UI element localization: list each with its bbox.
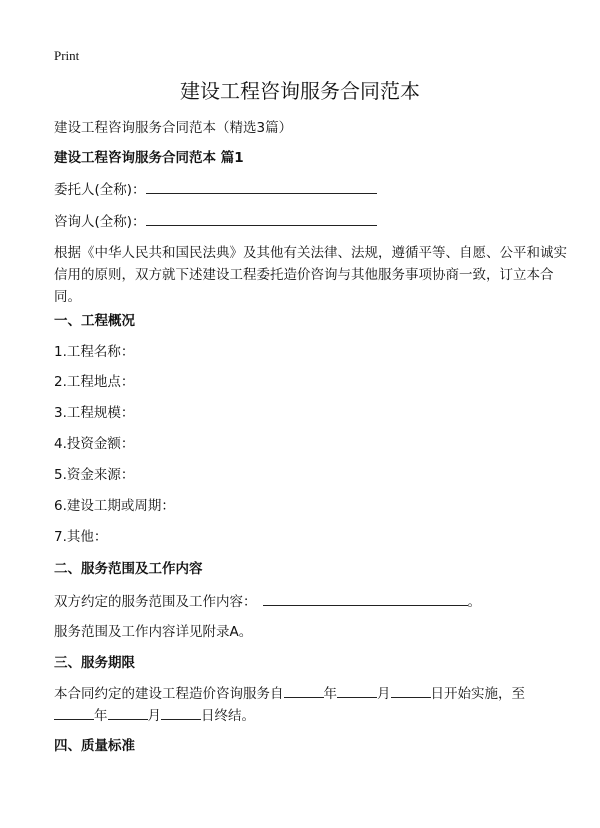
heading-quality: 四、质量标准 [54, 738, 135, 754]
consultant-blank [146, 210, 377, 226]
scope-label: 双方约定的服务范围及工作内容： [54, 594, 257, 610]
term-line-2 [54, 704, 255, 727]
list-item: 3.工程规模： [54, 405, 135, 421]
term-text: 本合同约定的建设工程造价咨询服务自 [54, 686, 284, 702]
list-item: 7.其他： [54, 529, 108, 545]
month-blank [108, 704, 148, 720]
month-label: 月 [147, 708, 161, 724]
term-text: 日开始实施，至 [430, 686, 525, 702]
heading-overview: 一、工程概况 [54, 313, 135, 329]
scope-field [54, 590, 481, 613]
heading-term: 三、服务期限 [54, 655, 135, 671]
client-label: 委托人(全称)： [54, 182, 146, 198]
year-blank [54, 704, 94, 720]
consultant-label: 咨询人(全称)： [54, 214, 146, 230]
year-label: 年 [94, 708, 108, 724]
intro-paragraph: 根据《中华人民共和国民法典》及其他有关法律、法规，遵循平等、自愿、公平和诚实信用的原则，双方就下述建设工程委托造价咨询与其他服务事项协商一致，订立本合同。 [54, 245, 567, 305]
year-blank [284, 682, 324, 698]
client-field [54, 178, 377, 201]
print-link[interactable]: Print [54, 48, 80, 63]
scope-note: 服务范围及工作内容详见附录A。 [54, 624, 253, 640]
client-blank [146, 178, 377, 194]
scope-blank [263, 590, 468, 606]
subtitle: 建设工程咨询服务合同范本（精选3篇） [54, 120, 293, 136]
term-text: 日终结。 [201, 708, 255, 724]
page-title: 建设工程咨询服务合同范本 [180, 79, 420, 103]
month-label: 月 [377, 686, 391, 702]
list-item: 2.工程地点： [54, 374, 135, 390]
day-blank [161, 704, 201, 720]
list-item: 5.资金来源： [54, 467, 135, 483]
list-item: 6.建设工期或周期： [54, 498, 175, 514]
heading-scope: 二、服务范围及工作内容 [54, 561, 203, 577]
day-blank [391, 682, 431, 698]
section-heading: 建设工程咨询服务合同范本 篇1 [54, 150, 244, 166]
month-blank [337, 682, 377, 698]
consultant-field [54, 210, 377, 233]
term-line-1 [54, 682, 525, 705]
year-label: 年 [323, 686, 337, 702]
list-item: 1.工程名称： [54, 344, 135, 360]
scope-end: 。 [467, 594, 481, 610]
list-item: 4.投资金额： [54, 436, 135, 452]
